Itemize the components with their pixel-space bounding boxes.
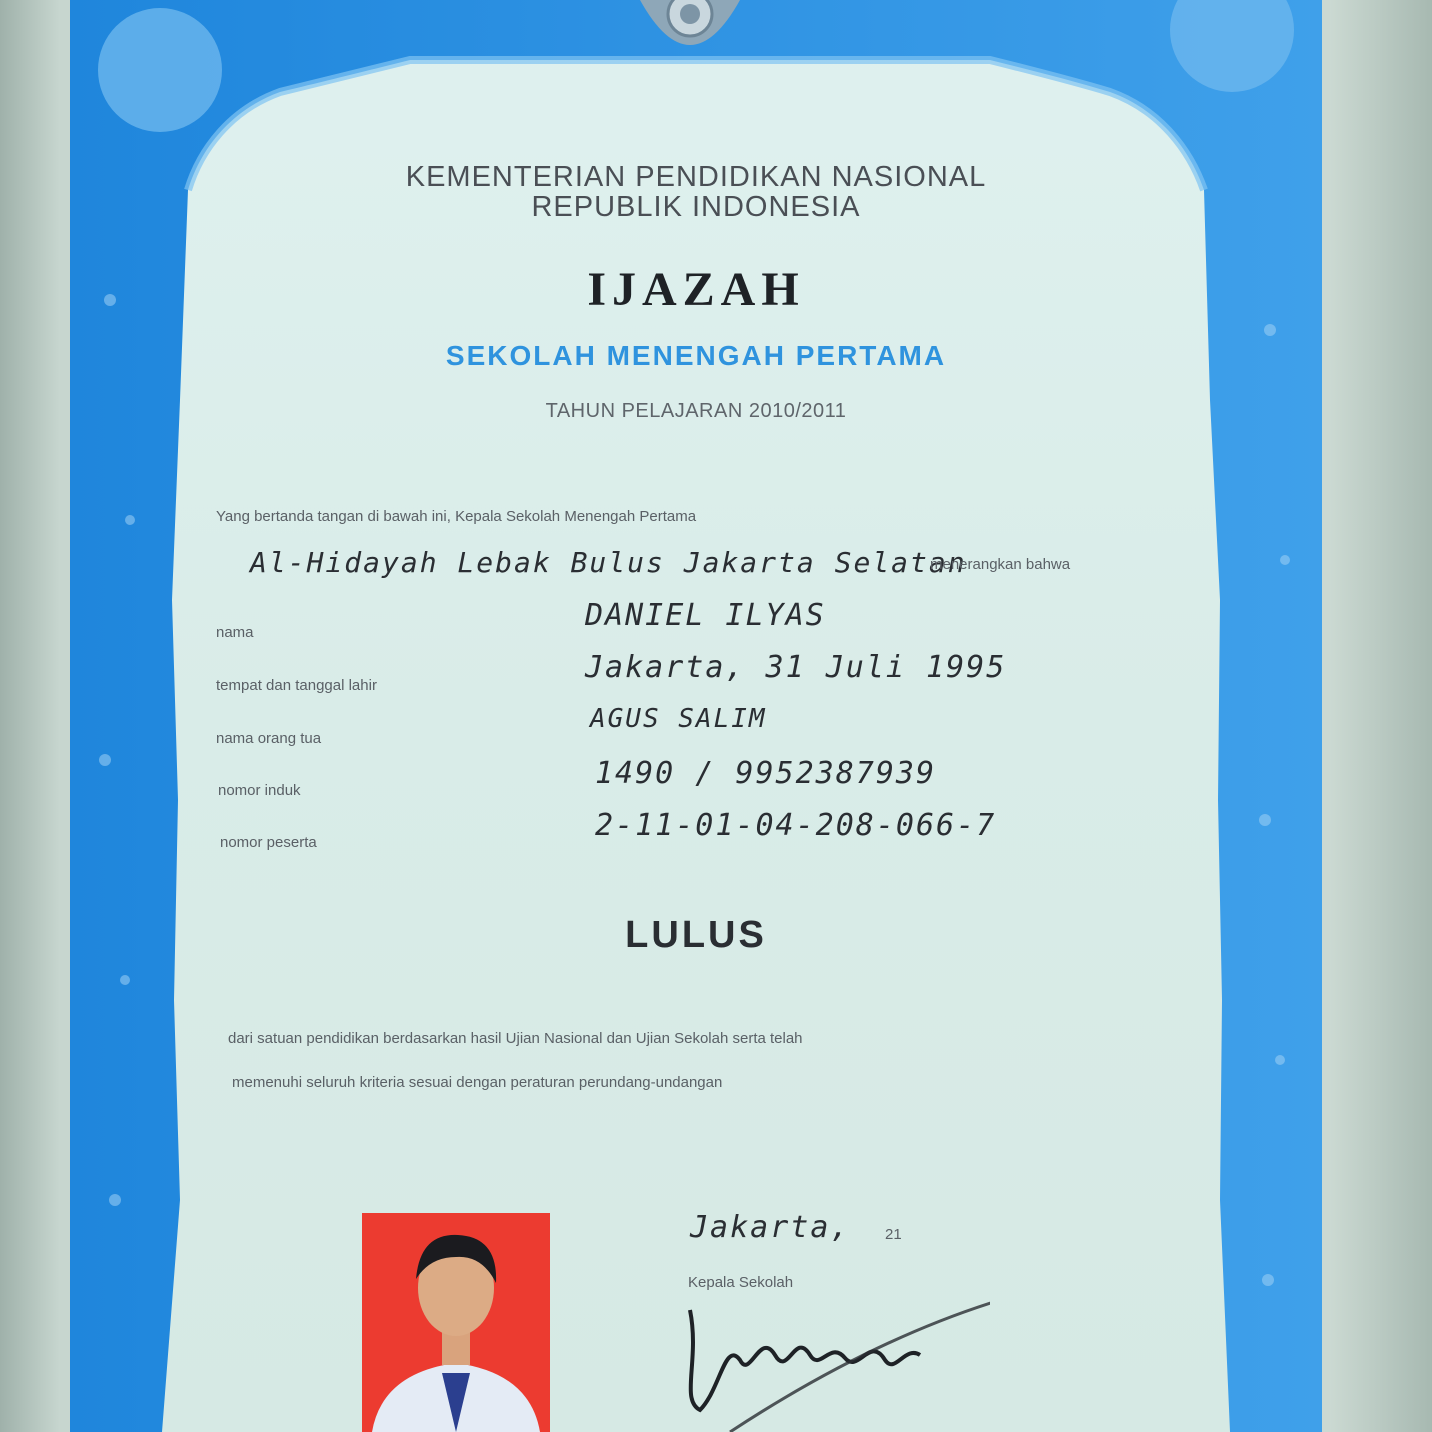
field-value-birth: Jakarta, 31 Juli 1995 <box>585 650 1007 685</box>
student-photo <box>362 1213 550 1432</box>
field-label-birth: tempat dan tanggal lahir <box>216 677 377 694</box>
field-value-student-number: 1490 / 9952387939 <box>595 756 937 791</box>
school-level: SEKOLAH MENENGAH PERTAMA <box>445 340 947 371</box>
field-label-participant-number: nomor peserta <box>220 834 317 851</box>
result-status: LULUS <box>625 914 767 956</box>
field-value-name: DANIEL ILYAS <box>585 598 826 633</box>
statement-intro: Yang bertanda tangan di bawah ini, Kepala Sekolah Menengah Pertama <box>216 508 697 525</box>
school-name: Al-Hidayah Lebak Bulus Jakarta Selatan <box>250 546 967 579</box>
student-portrait-icon <box>362 1213 550 1432</box>
signature-place: Jakarta, <box>690 1210 851 1245</box>
signature-day: 21 <box>885 1226 902 1243</box>
certificate <box>70 0 1322 1432</box>
field-label-student-number: nomor induk <box>218 782 301 799</box>
handwritten-signature-icon <box>670 1300 990 1432</box>
academic-year: TAHUN PELAJARAN 2010/2011 <box>545 400 847 422</box>
field-label-name: nama <box>216 624 254 641</box>
document-title: IJAZAH <box>587 263 805 316</box>
field-label-parent: nama orang tua <box>216 730 322 747</box>
country-name: REPUBLIK INDONESIA <box>531 191 861 223</box>
field-value-parent: AGUS SALIM <box>590 704 767 734</box>
garuda-emblem-icon <box>630 0 750 60</box>
declares-text: menerangkan bahwa <box>930 556 1071 573</box>
closing-line-1: dari satuan pendidikan berdasarkan hasil Ujian Nasional dan Ujian Sekolah serta telah <box>228 1030 803 1047</box>
signature-role: Kepala Sekolah <box>688 1274 794 1291</box>
field-value-participant-number: 2-11-01-04-208-066-7 <box>595 808 997 843</box>
ministry-name: KEMENTERIAN PENDIDIKAN NASIONAL <box>405 161 987 193</box>
closing-line-2: memenuhi seluruh kriteria sesuai dengan peraturan perundang-undangan <box>232 1074 723 1091</box>
